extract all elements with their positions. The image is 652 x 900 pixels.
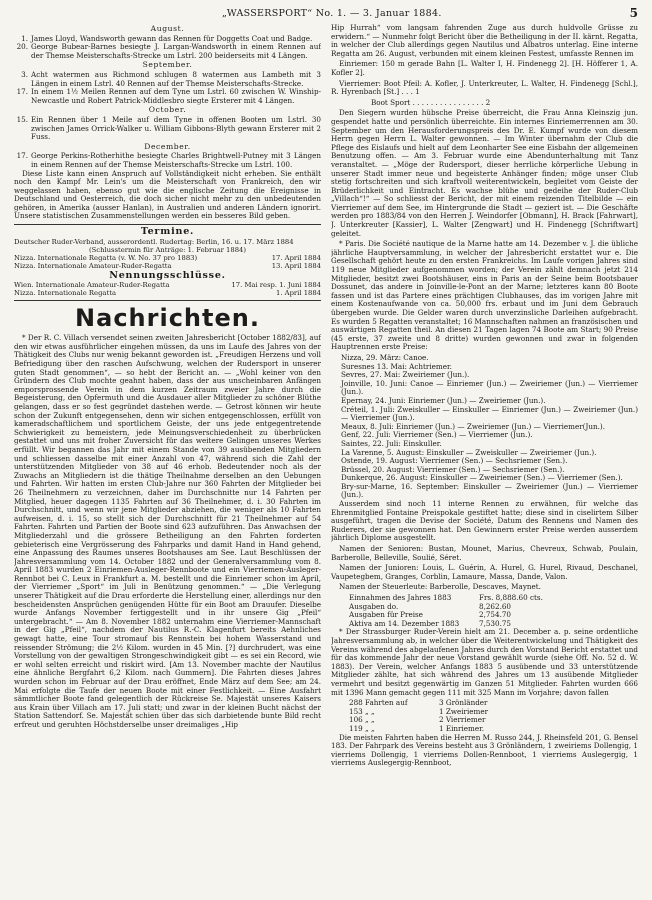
termine-heading: Termine. (140, 226, 195, 238)
list-item: 3. Acht watermen aus Richmond schlugen 8 watermen aus Lambeth mit 3 Längen in einem Lstrl. 40 Rennen auf der Themse Meisterschafts-Strecke. (21, 69, 321, 88)
paris-prizes: Ausserdem sind noch 11 interne Rennen zu erwähnen, für welche das Ehrenmitglied Fontaine Preispokale gestiftet hatte; diese sind in ciselirtem Silber ausgeführt, tragen die Devise der Société, Datum des Rennens und Namen des Ruderers, der sie gewonnen hat. Den Gewinnern erster Preise werden ausserdem jährlich Diplome ausgestellt. (331, 499, 638, 543)
page-header (14, 6, 638, 20)
list-item: 20. George Bubear-Barnes besiegte J. Largan-Wandsworth in einem Rennen auf der Themse Meisterschafts-Strecke um Lstrl. 200 beiderseits mit 4 Längen. (16, 42, 321, 60)
list-item: Epernay, 24. Juni: Einriemer (Jun.) — Zweiriemer (Jun.). (341, 395, 546, 405)
nennungs-line: Nizza. Internationale Regatta 1. April 1884 (14, 289, 321, 298)
list-item: Créteil, 1. Juli: Zweiskuller — Einskuller — Einriemer (Jun.) — Zweiriemer (Jun.) — Vierriemer (Jun.). (341, 404, 638, 423)
table-row: 288 Fahrten auf 3 Grönländer (349, 698, 488, 708)
table-row: Einnahmen des Jahres 1883 Frs. 8,888.60 cts. (349, 593, 543, 602)
regatta-boot-sport: Boot Sport . . . . . . . . . . . . . . . . 2 (371, 97, 491, 107)
table-row: 106 „ „ 2 Vierriemer (349, 715, 486, 725)
paris-report: * Paris. Die Société nautique de la Marne hatte am 14. Dezember v. J. die übliche jährliche Hauptversammlung, in welcher der Jahresbericht erstattet wur e. Die Gesellschaft gehört heute zu den ersten Frankreichs. Im Laufe vorigen Jahres sind 119 neue Mitglieder aufgenommen worden; der Verein zählt demnach jetzt 214 Mitglieder, besitzt zwei Bootshäuser, eins in Paris an der Seine beim Bootsbauer Dossunet, das andere in Joinville-le-Pont an der Marne; letzteres kann 80 Boote fassen und ist das Partere eines prächtigen Clubhauses, das im vorigen Jahre mit einem Kostenaufwande von ca. 50,000 frs. erbaut und im Juni dem Gebrauch übergeben wurde. Die Gelder waren durch unverzinsliche Darleihen aufgebracht. Es wurden 5 Regatten veranstaltet; 16 Mannschaften nahmen an französischen und auswärtigen Regatten theil. An diesen 21 Tagen lagen 74 Boote am Start; 90 Preise (45 erste, 37 zweite und 8 dritte) wurden gewonnen und zwar in folgenden Hauptrennen erste Preise: (331, 239, 638, 352)
list-item: Joinville, 10. Juni: Canoe — Einriemer (Jun.) — Zweiriemer (Jun.) — Vierriemer (Jun.). (341, 378, 638, 397)
august-list (14, 35, 321, 61)
section-title: Nachrichten. (75, 304, 260, 333)
finance-table (331, 594, 638, 628)
table-row: Ausgaben für Preise 2,754.70 (349, 610, 512, 620)
list-item: 17. In einem 1½ Meilen Rennen auf dem Tyne um Lstrl. 60 zwischen W. Winship-Newcastle und Robert Patrick-Middlesbro siegte Ersterer mit 4 Längen. (16, 87, 321, 105)
list-item: 15. Ein Rennen über 1 Meile auf dem Tyne in offenen Booten um Lstrl. 30 zwischen James Orrick-Walker u. William Gibbons-Blyth gewann Ersterer mit 2 Fuss. (16, 114, 321, 142)
nennungs-heading: Nennungsschlüsse. (109, 269, 226, 281)
termine-line: Nizza. Internationale Amateur-Ruder-Regatta 13. April 1884 (14, 261, 321, 270)
month-heading-august: August. (150, 24, 185, 33)
termine-line: Deutscher Ruder-Verband, ausserordentl. Rudertag: Berlin, 16. u. 17. März 1884 (14, 237, 294, 246)
running-title: „WASSERSPORT“ No. 1. — 3. Januar 1884. (221, 7, 442, 19)
list-item: Bry-sur-Marne, 16. September: Einskuller — Zweiriemer (Jun.) — Vierriemer (Jun.). (341, 481, 638, 500)
regatta-einriemer: Einriemer: 150 m gerade Bahn [L. Walter I, H. Findenegg 2]. [H. Höfferer 1, A. Kofler 2]. (331, 59, 638, 77)
villach-report: * Der R. C. Villach versendet seinen zweiten Jahresbericht [October 1882/83], auf den wir etwas ausführlicher eingehen müssen, da uns im Laufe des Jahres von der Thätigkeit des Clubs nur wenig bekannt geworden ist. „Freudigen Herzens und voll Befriedigung über den raschen Aufschwung, welchen der Rudersport in unserer guten Stadt genommen“, — so hebt der Bericht an. — „Wohl keiner von den Gründern des Club mochte geahnt haben, dass der aus unscheinbaren Anfängen emporsprossende Verein in dem kurzen Zeitraum zweier Jahre durch die Begeisterung, den Opfermuth und die Ausdauer aller Mitglieder zu schöner Blüthe gelangen, dass er so fest gegründet dastehen werde. — Getrost können wir heute schon der Zukunft entgegensehen, denn wir sichen entgegenschlossen, erfüllt von kameradschaftlichem und sportlichem Geiste, der uns jede entgegentretende Schwierigkeit zu bemeistern, jede Meinungsverschiedenheit zu überbrücken gestattet und uns mit froher Zuversicht für das weitere Gelingen unseres Werkes erfüllt. Wir begannen das Jahr mit einem Stande von 39 ausübenden Mitgliedern und schliessen dasselbe mit einer Anzahl von 47, während sich die Zahl der unterstützenden Mitglieder von 38 auf 46 erhob. Bedeutender noch als der Zuwachs an Mitgliedern ist die thätige Theilnahme derselben an den Uebungen und Fahrten. Wir hatten im ersten Club-Jahre nur 360 Fahrten der Mitglieder bei 26 Theilnehmern zu verzeichnen, daher im Durchschnitte nur 14 Fahrten per Mitglied, heuer dagegen 1135 Fahrten auf 36 Theilnehmer, d. i. 30 Fahrten im Durchschnitt, und wenn wir jene Mitglieder abziehen, die weniger als 10 Fahrten aufweisen, d. i. 15, so stellt sich der Durchschnitt für 21 Theilnehmer auf 54 Fahrten. Fahrten und Partien der Boote sind 623 aufzuführen. Das Anwachsen der Mitgliederzahl und die grössere Betheiligung an den Fahrten forderten gebieterisch eine Vergrösserung des Fahrparks und damit Hand in Hand gehend, eine Anpassung des Raumes unseres Bootshauses am See. Laut Beschlüssen der Jahresversammlung vom 14. October 1882 und der Generalversammlung vom 8. April 1883 wurden 2 Einriemen-Ausleger-Rennboote und ein Vierriemen-Ausleger-Rennbot bei C. Leux in Frankfurt a. M. bestellt und die Einriemer schon im April, der Vierriemer „Sport“ im Juli in Benützung genommen.“ — „Die Verlegung unserer Thätigkeit auf die Drau erforderte die Herstellung einer, allerdings nur den bescheidensten Ansprüchen genügenden Hütte für ein Boot am Drauufer. Dieselbe wurde Anfangs November fertiggestellt und in ihr unsere Gig „Pfeil“ untergebracht.“ — Am 8. November 1882 unternahm eine Vierriemer-Mannschaft in der Gig „Pfeil“, nachdem der Nautilus R.-C. Klagenfurt bereits Aehnliches gewagt hatte, eine Tour stromauf bis Rennstein bei hohem Wasserstand und reissender Strömung; die 2½ Kilom. wurden in 45 Min. [?] durchrudert, was eine Vorstellung von der gewaltigen Strongeschwindigkeit gibt — es sei ein Record, wie er wohl selten erreicht und riskirt wird. [Am 13. November machte der Nautilus eine ähnliche Bergfahrt 6,2 Kilom. nach Gummern]. Die Fahrten dieses Jahres wurden schon im Februar auf der Drau eröffnet, Ende März auf dem See; am 24. Mai erfolgte die Taufe der neuen Boote mit einer Festlichkeit. — Eine Ausfahrt sämmtlicher Boote fand gelegentlich der Rückreise Se. Majestät unseres Kaisers aus Krain über Villach am 17. Juli statt; und zwar in der kleinen Bucht nächst der Station Sattendorf. Se. Majestät schien über das sich darbietende bunte Bild recht erfreut und geruhten Höchstderselbe unser dreimaliges „Hip (14, 333, 321, 729)
left-column (14, 24, 321, 894)
paris-coxes: Namen der Steuerleute: Barberolle, Descaves, Maynet. (339, 582, 541, 592)
september-list (14, 71, 321, 105)
list-item: 17. George Perkins-Rotherhithe besiegte Charles Brightwell-Putney mit 3 Längen in einem Rennen auf der Themse Meisterschafts-Strecke um Lstrl. 100. (16, 151, 321, 169)
list-item: Saintes, 22. Juli: Einskuller. (341, 438, 442, 448)
month-heading-september: September. (142, 60, 193, 70)
list-item: Meaux, 8. Juli: Einriemer (Jun.) — Zweiriemer (Jun.) — Vierriemer(Jun.). (341, 421, 605, 431)
divider (14, 224, 321, 225)
strassburg-fleet: Die meisten Fahrten haben die Herren M. Russo 244, J. Rheinsfeld 201, G. Bensel 183. Der Fahrpark des Vereins besteht aus 3 Grönländern, 1 zweiriems Dollengig, 1 vierriems Dollengig, 1 vierriems Dollen-Rennboot, 1 vierriems Auslegergig, 1 vierriems Auslegergig-Rennboot, (331, 732, 638, 768)
termine-line: (Schlusstermin für Anträge: 1. Februar 1884) (88, 245, 247, 254)
month-heading-october: October. (148, 105, 187, 115)
month-heading-december: December. (144, 141, 191, 151)
list-item: Genf, 22. Juli: Vierriemer (Sen.) — Vierriemer (Jun.). (341, 430, 533, 440)
table-row: Aktiva am 14. Dezember 1883 7,530.75 (349, 618, 512, 628)
list-item: Sevres, 27. Mai: Zweiriemer (Jun.). (341, 370, 470, 380)
regatta-vierriemer: Vierriemer: Boot Pfeil: A. Kofler, J. Unterkreuter, L. Walter, H. Findenegg [Schl.], R. Hyrenbach [St.] . . . 1 (331, 78, 638, 97)
list-item: Suresnes 13. Mai: Achtriemer. (341, 361, 452, 371)
strassburg-report: * Der Strassburger Ruder-Verein hielt am 21. December a. p. seine ordentliche Jahresversammlung ab, in welcher über die Weiterentwickelung und Thätigkeit des Vereins während des abgelaufenen Jahres durch den Vorstand Bericht erstattet und für das kommende Jahr der neue Vorstand gewählt wurde (siehe Off. No. 52 d. W. 1883). Der Verein, welcher Anfangs 1883 5 ausübende und 33 unterstützende Mitglieder zählte, hat sich während des Jahres um 13 ausübende Mitglieder vermehrt und besitzt gegenwärtig im Ganzen 51 Mitglieder. Fahrten wurden 666 mit 1396 Mann gemacht gegen 111 mit 325 Mann im Vorjahre; davon fallen (331, 627, 638, 697)
strassburg-table (331, 699, 638, 733)
page-number: 5 (629, 6, 638, 20)
list-item: Dunkerque, 26. August: Einskuller — Zweiriemer (Sen.) — Vierriemer (Sen.). (341, 473, 623, 483)
list-item: La Varenne, 5. August: Einskuller — Zweiskuller — Zweiriemer (Jun.). (341, 447, 597, 457)
nennungs-line: Wien. Internationale Amateur-Ruder-Regatta 17. Mai resp. 1. Juni 1884 (14, 281, 321, 290)
villach-continued: Hip Hurrah“ vom langsam fahrenden Zuge aus durch huldvolle Grüsse zu erwidern.“ — Nunmehr folgt Bericht über die Betheiligung in der II. kärnt. Regatta, in welcher der Club allerdings gegen Nautilus und Albatros unterlag. Eine interne Regatta am 26. August, verbunden mit einem kleinen Festest, umfasste Rennen im (331, 24, 638, 58)
columns (14, 24, 638, 894)
table-row: 119 „ „ 1 Einriemer. (349, 723, 485, 733)
list-item: Ostende, 19. August: Vierriemer (Sen.) — Sechsriemer (Sen.). (341, 456, 568, 466)
paris-seniors: Namen der Senioren: Bustan, Mounet, Marius, Chevreux, Schwab, Poulain, Barberolle, Belleville, Soulié, Séret. (331, 544, 638, 562)
list-item: Brüssel, 20. August: Vierriemer (Sen.) — Sechsriemer (Sen.). (341, 464, 565, 474)
divider (14, 300, 321, 301)
list-item: 1. James Lloyd, Wandsworth gewann das Rennen für Doggetts Coat und Badge. (21, 33, 313, 43)
table-row: Ausgaben do. 8,262.60 (349, 601, 512, 611)
table-row: 153 „ „ 1 Zweiriemer (349, 706, 489, 716)
villach-summary: Den Siegern wurden hübsche Preise überreicht, die Frau Anna Kleinszig jun. gespendet hatte und persönlich überreichte. Ein internes Einriemerrennen am 30. September um den Herausforderungspreis des Dr. E. Kumpf wurde von diesem Herrn gegen Herrn L. Walter gewonnen. — Im Winter übernahm der Club die Pflege des Eislaufs und hielt auf dem Leonharter See eine Eisbahn der allgemeinen Benutzung offen. — Am 3. Februar wurde eine Abendunterhaltung mit Tanz veranstaltet. — „Möge der Rudersport, dieser herrliche körperliche Uebung in unserer Stadt immer neue und begeisterte Anhänger finden; möge unser Club stetig fortschreiten und sich kraftvoll weiterentwickeln, begleitet vom Geiste der Brüderlichkeit und Eintracht. Es wachse blühe und gedeihe der Ruder-Club „Villach“!“ — So schliesst der Bericht, der mit einem reizenden Titelbilde — ein Vierriemer auf dem See, im Hintergrunde die Stadt — geziert ist. — Die Geschäfte werden pro 1883/84 von den Herren J. Weindorfer [Obmann], H. Brack [Fahrwart], J. Unterkreuter [Kassier], L. Walter [Zengwart] und H. Findenegg [Schriftwart] geleitet. (331, 108, 638, 238)
paris-results-list (331, 354, 638, 500)
right-column (331, 24, 638, 894)
list-item: Nizza, 29. März: Canoe. (341, 352, 429, 362)
termine-line: Nizza. Internationale Regatta (v. W. No. 37 pro 1883) 17. April 1884 (14, 253, 321, 262)
list-note: Diese Liste kann einen Anspruch auf Vollständigkeit nicht erheben. Sie enthält noch den Kampf Mr. Lein's um die Meisterschaft von Frankreich, den wir weggelassen haben, ebenso gut wie die englische Zeitung die Ereignisse in Deutschland und Oesterreich, die doch sicher nicht mehr zu den unbedeutenden gehören, in Amerika (ausser Hanlan), in Australien und anderen Ländern ignorirt. Unsere statistischen Zusammenstellungen werden ein besseres Bild geben. (14, 168, 321, 221)
paris-juniors: Namen der Junioren: Louis, L. Guérin, A. Hurel, G. Hurel, Rivaud, Deschanel, Vaupetegbem, Granges, Corblin, Lamaure, Massa, Dande, Valon. (331, 563, 638, 581)
